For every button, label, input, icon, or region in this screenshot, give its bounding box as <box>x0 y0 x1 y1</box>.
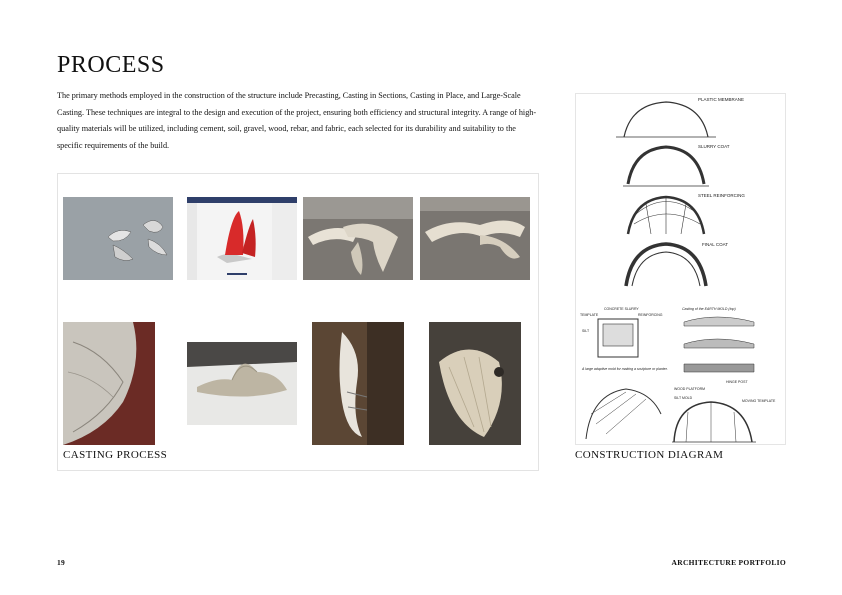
label-moving-template: MOVING TEMPLATE <box>742 399 776 403</box>
label-slurry-coat: SLURRY COAT <box>698 144 730 149</box>
construction-diagram-panel <box>575 93 786 445</box>
footer-portfolio-title: ARCHITECTURE PORTFOLIO <box>671 558 786 567</box>
casting-process-caption: CASTING PROCESS <box>63 449 168 461</box>
page-title: PROCESS <box>57 52 165 78</box>
photo-cast-shell-2 <box>420 197 530 280</box>
intro-paragraph: The primary methods employed in the construction of the structure include Precasting, Casting in Sections, Casting in Place, and Large-Scale Casting. These techniques are integral to the design and execution of the project, ensuring both efficiency and structural integrity. A range of high-quality materials will be utilized, including cement, soil, gravel, wood, rebar, and fabric, each selected for its durability and suitability to the specific requirements of the build. <box>57 91 537 150</box>
photo-cast-shell-1 <box>303 197 413 280</box>
label-concrete-slurry: CONCRETE SLURRY <box>604 307 639 311</box>
label-silt-mold: SILT MOLD <box>674 396 693 400</box>
label-silt: SILT <box>582 329 590 333</box>
label-final-coat: FINAL COAT <box>702 242 729 247</box>
construction-diagram-caption: CONSTRUCTION DIAGRAM <box>575 449 724 461</box>
page-number: 19 <box>57 558 66 567</box>
label-plastic-membrane: PLASTIC MEMBRANE <box>698 97 745 102</box>
label-earth-mold: Casting of the EARTH MOLD (top) <box>682 307 736 311</box>
label-steel-reinforcing: STEEL REINFORCING <box>698 193 745 198</box>
photo-shell-closeup <box>63 322 155 445</box>
label-reinforcing: REINFORCING <box>638 313 663 317</box>
diagram-note: A large adaptive mold for making a sculpture or planter. <box>582 367 668 371</box>
photo-digital-model <box>63 197 173 280</box>
construction-diagram-drawing <box>576 94 787 446</box>
photo-shell-shade <box>429 322 521 445</box>
label-hinge-post: HINGE POST <box>726 380 748 384</box>
label-template: TEMPLATE <box>580 313 599 317</box>
photo-vertical-cast <box>312 322 404 445</box>
photo-model-on-board <box>187 342 297 425</box>
photo-software-model <box>187 197 297 280</box>
label-wood-platform: WOOD PLATFORM <box>674 387 706 391</box>
